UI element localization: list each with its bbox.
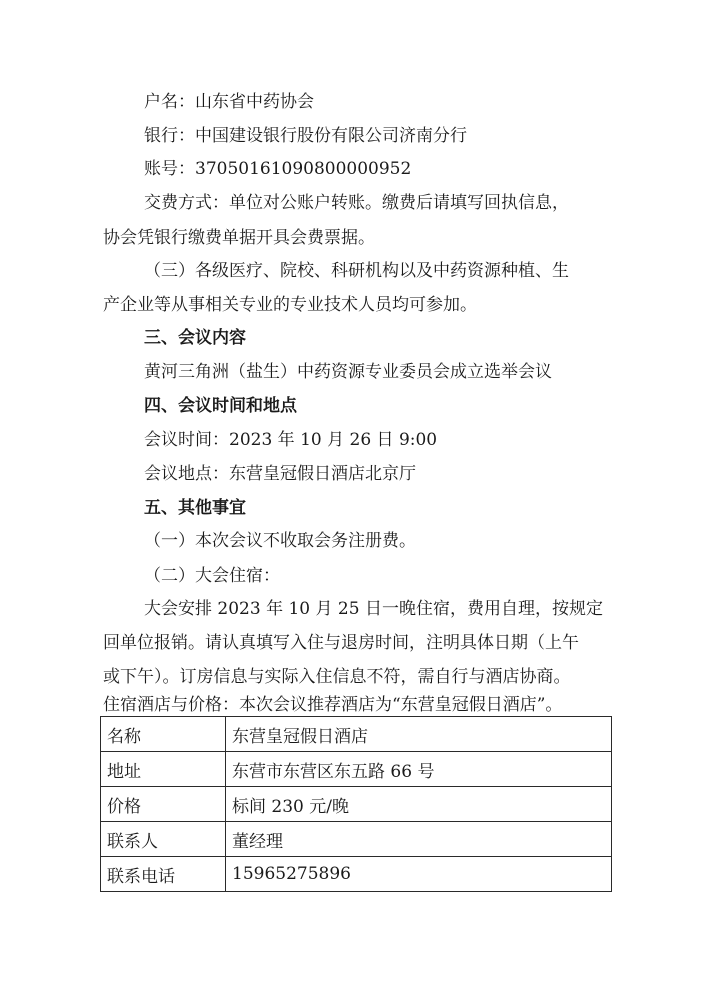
accommodation-para-line3: 或下午）。订房信息与实际入住信息不符，需自行与酒店协商。	[103, 667, 571, 687]
section3-heading: 三、会议内容	[144, 328, 246, 348]
bank-name: 银行：中国建设银行股份有限公司济南分行	[144, 126, 467, 146]
account-number: 账号：37050161090800000952	[144, 159, 412, 179]
meeting-time: 会议时间：2023 年 10 月 26 日 9:00	[144, 430, 438, 450]
table-row	[101, 822, 612, 857]
table-row	[101, 752, 612, 787]
table-cell-label: 名称	[101, 717, 226, 752]
table-cell-value: 东营市东营区东五路 66 号	[226, 752, 612, 787]
table-row	[101, 787, 612, 822]
table-cell-label: 地址	[101, 752, 226, 787]
table-row	[101, 857, 612, 892]
account-name: 户名：山东省中药协会	[144, 92, 314, 112]
accommodation-para-line1: 大会安排 2023 年 10 月 25 日一晚住宿，费用自理，按规定	[144, 599, 603, 619]
accommodation-para-line2: 回单位报销。请认真填写入住与退房时间，注明具体日期（上午	[103, 633, 579, 653]
section4-heading: 四、会议时间和地点	[144, 396, 297, 416]
table-row	[101, 717, 612, 752]
accommodation-para-line4: 住宿酒店与价格：本次会议推荐酒店为“东营皇冠假日酒店”。	[103, 695, 563, 715]
table-cell-value: 标间 230 元/晚	[226, 787, 612, 822]
table-cell-label: 联系人	[101, 822, 226, 857]
table-cell-value: 董经理	[226, 822, 612, 857]
table-cell-label: 价格	[101, 787, 226, 822]
section5-heading: 五、其他事宜	[144, 498, 246, 518]
meeting-content: 黄河三角洲（盐生）中药资源专业委员会成立选举会议	[144, 362, 552, 382]
payment-method-line2: 协会凭银行缴费单据开具会费票据。	[103, 228, 375, 248]
eligibility-line1: （三）各级医疗、院校、科研机构以及中药资源种植、生	[144, 261, 569, 281]
table-cell-value: 东营皇冠假日酒店	[226, 717, 612, 752]
payment-method-line1: 交费方式：单位对公账户转账。缴费后请填写回执信息，	[144, 193, 569, 213]
meeting-place: 会议地点：东营皇冠假日酒店北京厅	[144, 464, 416, 484]
registration-fee-item: （一）本次会议不收取会务注册费。	[144, 531, 416, 551]
hotel-info-table	[100, 716, 612, 892]
table-cell-value: 15965275896	[226, 857, 612, 892]
table-cell-label: 联系电话	[101, 857, 226, 892]
accommodation-item: （二）大会住宿：	[144, 566, 280, 586]
eligibility-line2: 产企业等从事相关专业的专业技术人员均可参加。	[103, 295, 477, 315]
